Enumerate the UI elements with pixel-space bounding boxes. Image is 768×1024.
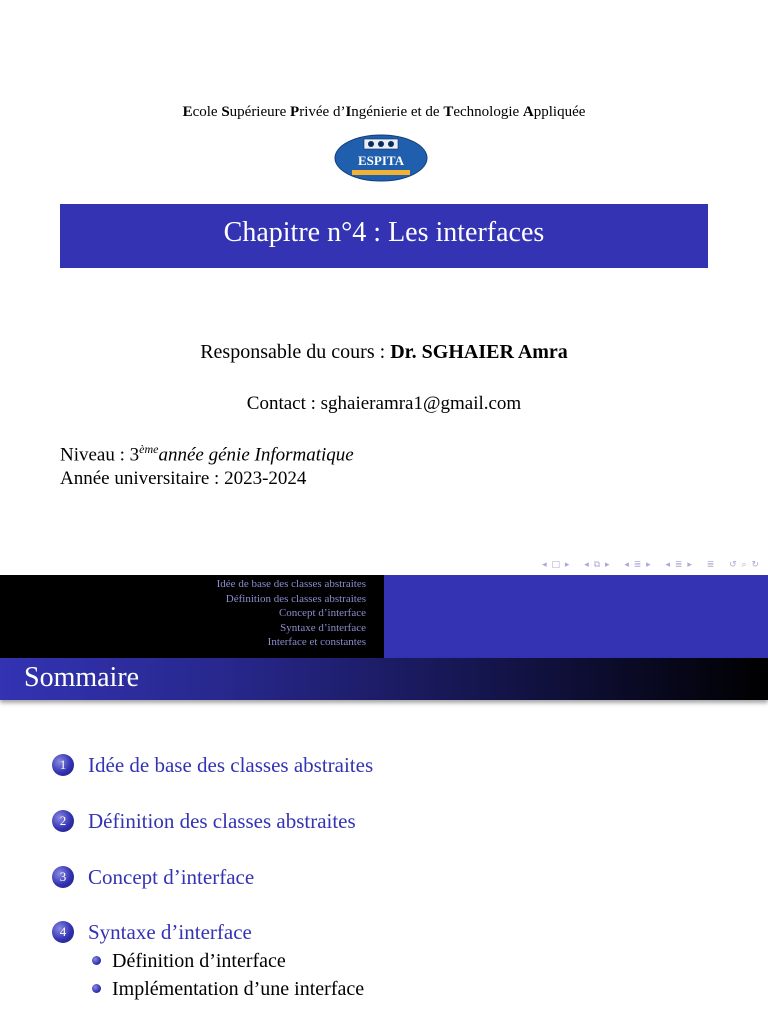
bullet-icon xyxy=(92,956,101,965)
toc-section-1[interactable] xyxy=(52,753,373,779)
academic-year: Année universitaire : 2023-2024 xyxy=(60,468,307,489)
toc-section-3[interactable] xyxy=(52,865,254,891)
headline-left-panel xyxy=(0,575,384,658)
school-name: Ecole Supérieure Privée d’Ingénierie et de Technologie Appliquée xyxy=(182,104,586,120)
logo-text: ESPITA xyxy=(358,153,404,168)
toc-section-label: Syntaxe d’interface xyxy=(88,920,252,944)
level: Niveau : 3èmeannée génie Informatique xyxy=(60,442,354,466)
slide-headline xyxy=(0,575,768,658)
nav-search-icon[interactable]: ↺ ⌕ ↻ xyxy=(729,560,760,570)
mini-toc-item[interactable]: Concept d’interface xyxy=(278,607,366,620)
mini-toc-item[interactable]: Interface et constantes xyxy=(267,636,366,649)
nav-subsection-icon[interactable]: ◂ ⧉ ▸ xyxy=(584,560,611,570)
course-responsible: Responsable du cours : Dr. SGHAIER Amra xyxy=(200,341,568,363)
toc-section-4[interactable] xyxy=(52,920,252,946)
section-number-icon: 3 xyxy=(52,866,74,888)
toc-subsection-1[interactable]: Définition d’interface xyxy=(92,950,286,973)
frame-title: Sommaire xyxy=(0,658,768,700)
toc-section-2[interactable] xyxy=(52,809,356,835)
nav-doc-icon[interactable]: ◂ ≣ ▸ xyxy=(665,560,693,570)
mini-toc-item[interactable]: Idée de base des classes abstraites xyxy=(216,578,366,590)
section-number-icon: 4 xyxy=(52,921,74,943)
toc-section-label: Définition des classes abstraites xyxy=(88,809,356,833)
headline-right-panel xyxy=(384,575,768,658)
section-number-icon: 1 xyxy=(52,754,74,776)
toc-subsection-2[interactable]: Implémentation d’une interface xyxy=(92,978,364,1001)
mini-toc-item[interactable]: Définition des classes abstraites xyxy=(225,592,366,605)
section-number-icon: 2 xyxy=(52,810,74,832)
slide-title: Chapitre n°4 : Les interfaces xyxy=(60,204,708,268)
responsible-name: Dr. SGHAIER Amra xyxy=(390,341,568,363)
bullet-icon xyxy=(92,984,101,993)
nav-section-icon[interactable]: ◂ ≣ ▸ xyxy=(624,560,652,570)
mini-toc-item[interactable]: Syntaxe d’interface xyxy=(280,621,366,634)
toc-section-label: Concept d’interface xyxy=(88,865,255,889)
nav-frame-icon[interactable]: ◂ □ ▸ xyxy=(542,560,571,570)
nav-align-icon[interactable]: ≣ xyxy=(706,560,716,570)
outline-slide xyxy=(0,575,768,1024)
beamer-navigation[interactable] xyxy=(532,560,760,574)
espita-logo xyxy=(334,134,428,182)
contact-email: Contact : sghaieramra1@gmail.com xyxy=(246,393,522,414)
mini-toc xyxy=(217,577,366,650)
toc-section-label: Idée de base des classes abstraites xyxy=(88,753,374,777)
